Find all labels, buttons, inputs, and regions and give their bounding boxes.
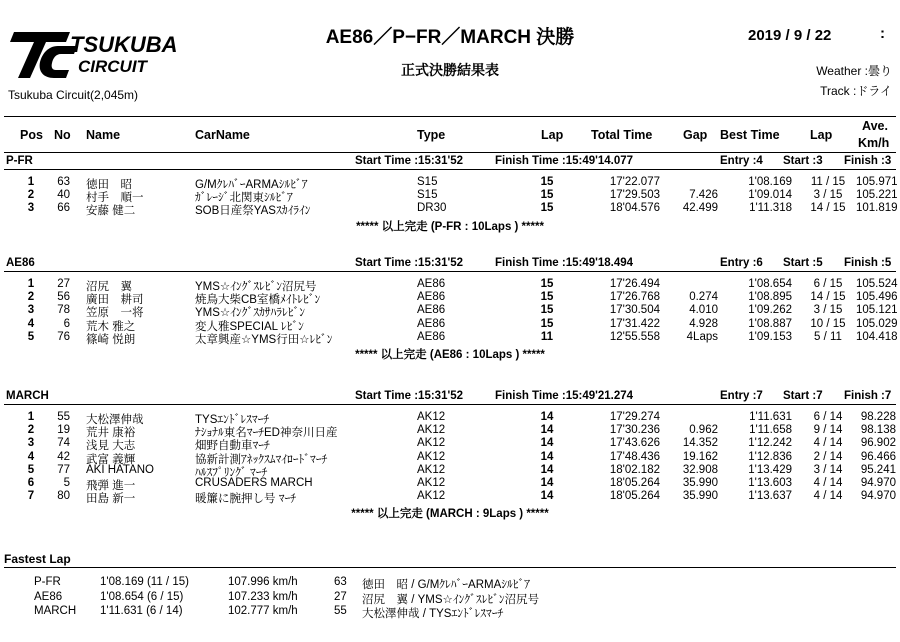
col-ave: Ave.	[862, 119, 888, 133]
driver-name: 廣田 耕司	[86, 294, 144, 307]
col-kmh: Km/h	[858, 136, 890, 150]
total-time: 17'30.504	[609, 304, 660, 317]
driver-name: AKI HATANO	[86, 463, 154, 476]
average-speed: 94.970	[860, 490, 896, 503]
class-start-time: Start Time :15:31'52	[355, 257, 463, 269]
best-time: 1'13.637	[748, 490, 792, 503]
total-time: 18'02.182	[609, 463, 660, 476]
best-lap: 11 / 15	[810, 176, 846, 188]
average-speed: 105.221	[856, 189, 898, 202]
total-time: 18'04.576	[609, 202, 660, 215]
position: 6	[27, 477, 35, 489]
car-number: 6	[63, 317, 70, 330]
total-time: 18'05.264	[609, 490, 660, 503]
position: 2	[27, 424, 35, 437]
weather-info: Weather :曇り	[816, 64, 892, 78]
car-type: DR30	[417, 202, 447, 215]
car-number: 27	[57, 278, 70, 290]
fastest-class: AE86	[34, 590, 63, 603]
position: 4	[27, 450, 35, 463]
col-best-time: Best Time	[720, 128, 780, 142]
average-speed: 98.228	[860, 411, 896, 423]
position: 2	[27, 291, 35, 304]
fastest-lap-rule	[4, 567, 896, 568]
laps: 15	[540, 317, 554, 330]
laps: 15	[540, 189, 554, 202]
car-name: YMS☆ｲﾝｸﾞｽﾚﾋﾞﾝ沼尻号	[195, 281, 317, 293]
car-type: S15	[417, 176, 438, 188]
gap: 35.990	[682, 477, 718, 489]
average-speed: 105.029	[856, 317, 898, 330]
position: 1	[27, 411, 35, 423]
fastest-lap-row	[4, 591, 896, 605]
car-name: SOB日産祭YASｽｶｲﾗｲﾝ	[195, 205, 311, 218]
driver-name: 大松澤伸哉	[86, 414, 144, 426]
car-name: G/MｸﾚﾊﾞｰARMAｼﾙﾋﾞｱ	[195, 179, 308, 191]
position: 1	[27, 176, 35, 188]
best-lap: 4 / 14	[813, 477, 843, 489]
class-header-ae86	[4, 256, 896, 272]
best-time: 1'11.318	[749, 202, 792, 215]
col-name: Name	[86, 128, 121, 142]
gap: 7.426	[689, 189, 718, 202]
car-name: CRUSADERS MARCH	[195, 477, 313, 489]
class-start-time: Start Time :15:31'52	[355, 390, 463, 402]
race-time-separator: :	[880, 25, 885, 42]
class-started: Start :7	[783, 390, 823, 402]
result-row	[4, 189, 898, 205]
class-name: MARCH	[6, 390, 49, 402]
car-type: S15	[417, 189, 438, 202]
laps: 14	[540, 490, 554, 503]
total-time: 17'29.274	[609, 411, 660, 423]
car-name: ｶﾞﾚｰｼﾞ北関東ｼﾙﾋﾞｱ	[195, 192, 293, 205]
best-lap: 9 / 14	[813, 424, 843, 437]
best-time: 1'08.887	[748, 317, 792, 330]
average-speed: 95.241	[860, 463, 896, 476]
gap: 0.962	[689, 424, 718, 437]
car-name: ﾅｼｮﾅﾙ東名ﾏｰﾁED神奈川日産	[195, 427, 338, 440]
fastest-car-number: 55	[334, 605, 347, 617]
car-type: AE86	[417, 304, 446, 317]
total-time: 17'22.077	[609, 176, 660, 188]
fastest-lap-row	[4, 605, 896, 619]
driver-name: 浅見 大志	[86, 440, 136, 453]
average-speed: 105.524	[856, 278, 898, 290]
car-name: 太章興産☆YMS行田☆ﾚﾋﾞﾝ	[195, 333, 333, 346]
fastest-driver: 大松澤伸哉 / TYSｴﾝﾄﾞﾚｽﾏｰﾁ	[362, 608, 504, 620]
car-name: 焼鳥大柴CB室橋ﾒｲﾄﾚﾋﾞﾝ	[195, 294, 321, 307]
total-time: 18'05.264	[609, 477, 660, 489]
class-name: P-FR	[6, 155, 33, 167]
best-time: 1'13.429	[748, 463, 792, 476]
gap: 0.274	[689, 291, 718, 304]
gap: 35.990	[682, 490, 718, 503]
car-number: 63	[57, 176, 70, 188]
position: 4	[27, 317, 35, 330]
position: 3	[27, 437, 35, 450]
laps: 14	[540, 463, 554, 476]
car-type: AE86	[417, 330, 446, 343]
car-number: 66	[57, 202, 70, 215]
driver-name: 沼尻 翼	[86, 281, 132, 293]
best-lap: 4 / 14	[813, 490, 843, 503]
laps: 15	[540, 202, 554, 215]
car-type: AK12	[417, 463, 446, 476]
laps: 15	[540, 176, 554, 188]
class-finished: Finish :7	[844, 390, 892, 402]
result-row	[4, 278, 896, 291]
best-lap: 14 / 15	[810, 291, 846, 304]
car-number: 80	[57, 490, 70, 503]
class-header-p-fr	[4, 154, 896, 170]
car-number: 74	[57, 437, 70, 450]
total-time: 17'30.236	[609, 424, 660, 437]
car-type: AE86	[417, 317, 446, 330]
fastest-car-number: 63	[334, 576, 347, 588]
class-finish-time: Finish Time :15:49'21.274	[495, 390, 634, 402]
average-speed: 104.418	[856, 330, 898, 343]
class-finish-note: ***** 以上完走 (MARCH : 9Laps ) *****	[351, 508, 549, 521]
best-lap: 2 / 14	[813, 450, 843, 463]
best-time: 1'09.014	[748, 189, 792, 202]
fastest-speed: 107.996 km/h	[228, 576, 298, 588]
gap: 42.499	[682, 202, 718, 215]
laps: 15	[540, 278, 554, 290]
best-time: 1'12.836	[748, 450, 792, 463]
best-lap: 3 / 15	[813, 189, 843, 202]
race-date: 2019 / 9 / 22	[748, 27, 832, 44]
fastest-lap-row	[4, 576, 896, 590]
laps: 14	[540, 450, 554, 463]
col-gap: Gap	[683, 128, 708, 142]
best-time: 1'08.895	[748, 291, 792, 304]
best-lap: 4 / 14	[813, 437, 843, 450]
col-total-time: Total Time	[591, 128, 653, 142]
result-row	[4, 451, 896, 464]
car-number: 55	[57, 411, 70, 423]
car-type: AK12	[417, 424, 446, 437]
car-name: 畑野自動車ﾏｰﾁ	[195, 440, 270, 453]
driver-name: 村手 順一	[86, 192, 144, 205]
header-bottom-rule	[4, 152, 896, 153]
position: 7	[27, 490, 35, 503]
driver-name: 篠崎 悦朗	[86, 333, 136, 346]
position: 1	[27, 278, 35, 290]
total-time: 17'29.503	[609, 189, 660, 202]
position: 3	[27, 202, 35, 215]
position: 3	[27, 304, 35, 317]
results-subtitle: 正式決勝結果表	[401, 62, 499, 78]
total-time: 17'43.626	[609, 437, 660, 450]
laps: 14	[540, 437, 554, 450]
best-time: 1'12.242	[748, 437, 792, 450]
laps: 11	[540, 330, 554, 343]
col-pos: Pos	[20, 128, 43, 142]
laps: 15	[540, 291, 554, 304]
fastest-time: 1'11.631 (6 / 14)	[100, 605, 183, 617]
result-row	[4, 304, 898, 320]
total-time: 17'26.768	[609, 291, 660, 304]
average-speed: 105.121	[856, 304, 898, 317]
average-speed: 105.971	[856, 176, 898, 188]
car-number: 56	[57, 291, 70, 304]
driver-name: 荒木 雅之	[86, 320, 136, 333]
best-lap: 14 / 15	[810, 202, 846, 215]
col-best-lap: Lap	[810, 128, 833, 142]
class-entry: Entry :4	[720, 155, 763, 167]
best-lap: 6 / 15	[813, 278, 843, 290]
logo-text-tsukuba: TSUKUBA	[70, 32, 178, 57]
fastest-driver: 徳田 昭 / G/MｸﾚﾊﾞｰARMAｼﾙﾋﾞｱ	[362, 579, 531, 591]
position: 5	[27, 330, 35, 343]
class-entry: Entry :7	[720, 390, 763, 402]
col-no: No	[54, 128, 71, 142]
car-type: AK12	[417, 490, 446, 503]
fastest-speed: 102.777 km/h	[228, 605, 298, 617]
best-lap: 3 / 15	[813, 304, 843, 317]
laps: 15	[540, 304, 554, 317]
class-entry: Entry :6	[720, 257, 763, 269]
best-lap: 6 / 14	[813, 411, 843, 423]
class-name: AE86	[6, 257, 35, 269]
fastest-time: 1'08.169 (11 / 15)	[100, 576, 189, 588]
best-time: 1'08.654	[748, 278, 792, 290]
driver-name: 安藤 健二	[86, 205, 136, 218]
best-time: 1'11.631	[749, 411, 792, 423]
gap: 14.352	[682, 437, 718, 450]
total-time: 12'55.558	[609, 330, 660, 343]
class-finish-time: Finish Time :15:49'14.077	[495, 155, 634, 167]
class-started: Start :3	[783, 155, 823, 167]
total-time: 17'48.436	[609, 450, 660, 463]
total-time: 17'26.494	[609, 278, 660, 290]
average-speed: 98.138	[860, 424, 896, 437]
fastest-driver: 沼尻 翼 / YMS☆ｲﾝｸﾞｽﾚﾋﾞﾝ沼尻号	[362, 593, 540, 606]
car-number: 19	[57, 424, 70, 437]
driver-name: 田島 新一	[86, 493, 136, 506]
col-lap: Lap	[541, 128, 564, 142]
average-speed: 96.466	[860, 450, 896, 463]
class-finish-time: Finish Time :15:49'18.494	[495, 257, 634, 269]
car-type: AK12	[417, 437, 446, 450]
best-time: 1'09.153	[748, 330, 792, 343]
car-type: AK12	[417, 450, 446, 463]
average-speed: 96.902	[860, 437, 896, 450]
best-lap: 5 / 11	[814, 330, 842, 343]
best-lap: 3 / 14	[813, 463, 843, 476]
gap: 19.162	[682, 450, 718, 463]
header-top-rule	[4, 116, 896, 117]
car-type: AK12	[417, 477, 446, 489]
class-finish-note: ***** 以上完走 (AE86 : 10Laps ) *****	[355, 349, 545, 361]
best-time: 1'08.169	[748, 176, 792, 188]
col-carname: CarName	[195, 128, 250, 142]
car-type: AK12	[417, 411, 446, 423]
fastest-car-number: 27	[334, 590, 347, 603]
class-header-march	[4, 389, 896, 405]
position: 5	[27, 463, 35, 476]
laps: 14	[540, 477, 554, 489]
gap: 32.908	[682, 463, 718, 476]
class-finished: Finish :3	[844, 155, 892, 167]
car-type: AE86	[417, 278, 446, 290]
average-speed: 94.970	[860, 477, 896, 489]
best-time: 1'11.658	[749, 424, 792, 437]
result-row	[4, 318, 896, 331]
result-row	[4, 176, 896, 189]
car-type: AE86	[417, 291, 446, 304]
car-number: 78	[57, 304, 70, 317]
total-time: 17'31.422	[609, 317, 660, 330]
laps: 14	[540, 424, 554, 437]
car-name: 協新計測ｱﾈｯｸｽﾑﾏｲﾛｰﾄﾞﾏｰﾁ	[195, 453, 328, 466]
class-finish-note: ***** 以上完走 (P-FR : 10Laps ) *****	[356, 220, 544, 233]
car-name: 変人雅SPECIAL ﾚﾋﾞﾝ	[195, 320, 304, 333]
best-time: 1'09.262	[748, 304, 792, 317]
car-number: 77	[57, 463, 70, 476]
driver-name: 飛弾 進一	[86, 480, 136, 492]
car-name: TYSｴﾝﾄﾞﾚｽﾏｰﾁ	[195, 414, 270, 426]
driver-name: 徳田 昭	[86, 179, 132, 191]
best-time: 1'13.603	[748, 477, 792, 489]
car-name: 暖簾に腕押し号 ﾏｰﾁ	[195, 493, 296, 506]
gap: 4.010	[689, 304, 718, 317]
result-row	[4, 464, 896, 477]
gap: 4Laps	[686, 330, 718, 343]
driver-name: 荒井 康裕	[86, 427, 136, 440]
track-info: Track :ドライ	[820, 84, 892, 98]
class-started: Start :5	[783, 257, 823, 269]
position: 2	[27, 189, 35, 202]
circuit-name: Tsukuba Circuit(2,045m)	[8, 88, 139, 102]
race-title: AE86／P−FR／MARCH 決勝	[325, 27, 575, 48]
result-row	[4, 202, 898, 218]
col-type: Type	[417, 128, 446, 142]
result-row	[4, 424, 896, 440]
car-number: 76	[57, 330, 70, 343]
driver-name: 武富 義輝	[86, 453, 136, 466]
fastest-time: 1'08.654 (6 / 15)	[100, 590, 184, 603]
class-finished: Finish :5	[844, 257, 892, 269]
driver-name: 笠原 一将	[86, 307, 144, 320]
car-number: 40	[57, 189, 70, 202]
result-row	[4, 331, 896, 344]
fastest-lap-title: Fastest Lap	[4, 552, 71, 566]
gap: 4.928	[689, 317, 718, 330]
fastest-class: MARCH	[34, 605, 77, 617]
result-row	[4, 490, 896, 506]
fastest-class: P-FR	[34, 576, 61, 588]
average-speed: 101.819	[856, 202, 898, 215]
car-name: YMS☆ｲﾝｸﾞｽｶｻﾊﾗﾚﾋﾞﾝ	[195, 307, 305, 320]
result-row	[4, 291, 898, 307]
logo-text-circuit: CIRCUIT	[78, 57, 147, 76]
car-number: 5	[63, 477, 70, 489]
average-speed: 105.496	[856, 291, 898, 304]
best-lap: 10 / 15	[810, 317, 846, 330]
result-row	[4, 411, 896, 424]
class-start-time: Start Time :15:31'52	[355, 155, 463, 167]
car-number: 42	[57, 450, 70, 463]
laps: 14	[540, 411, 554, 423]
result-row	[4, 437, 896, 453]
fastest-speed: 107.233 km/h	[228, 590, 298, 603]
result-row	[4, 477, 896, 490]
car-name: ﾊﾙｽﾌﾟﾘﾝｸﾞ ﾏｰﾁ	[195, 466, 268, 479]
